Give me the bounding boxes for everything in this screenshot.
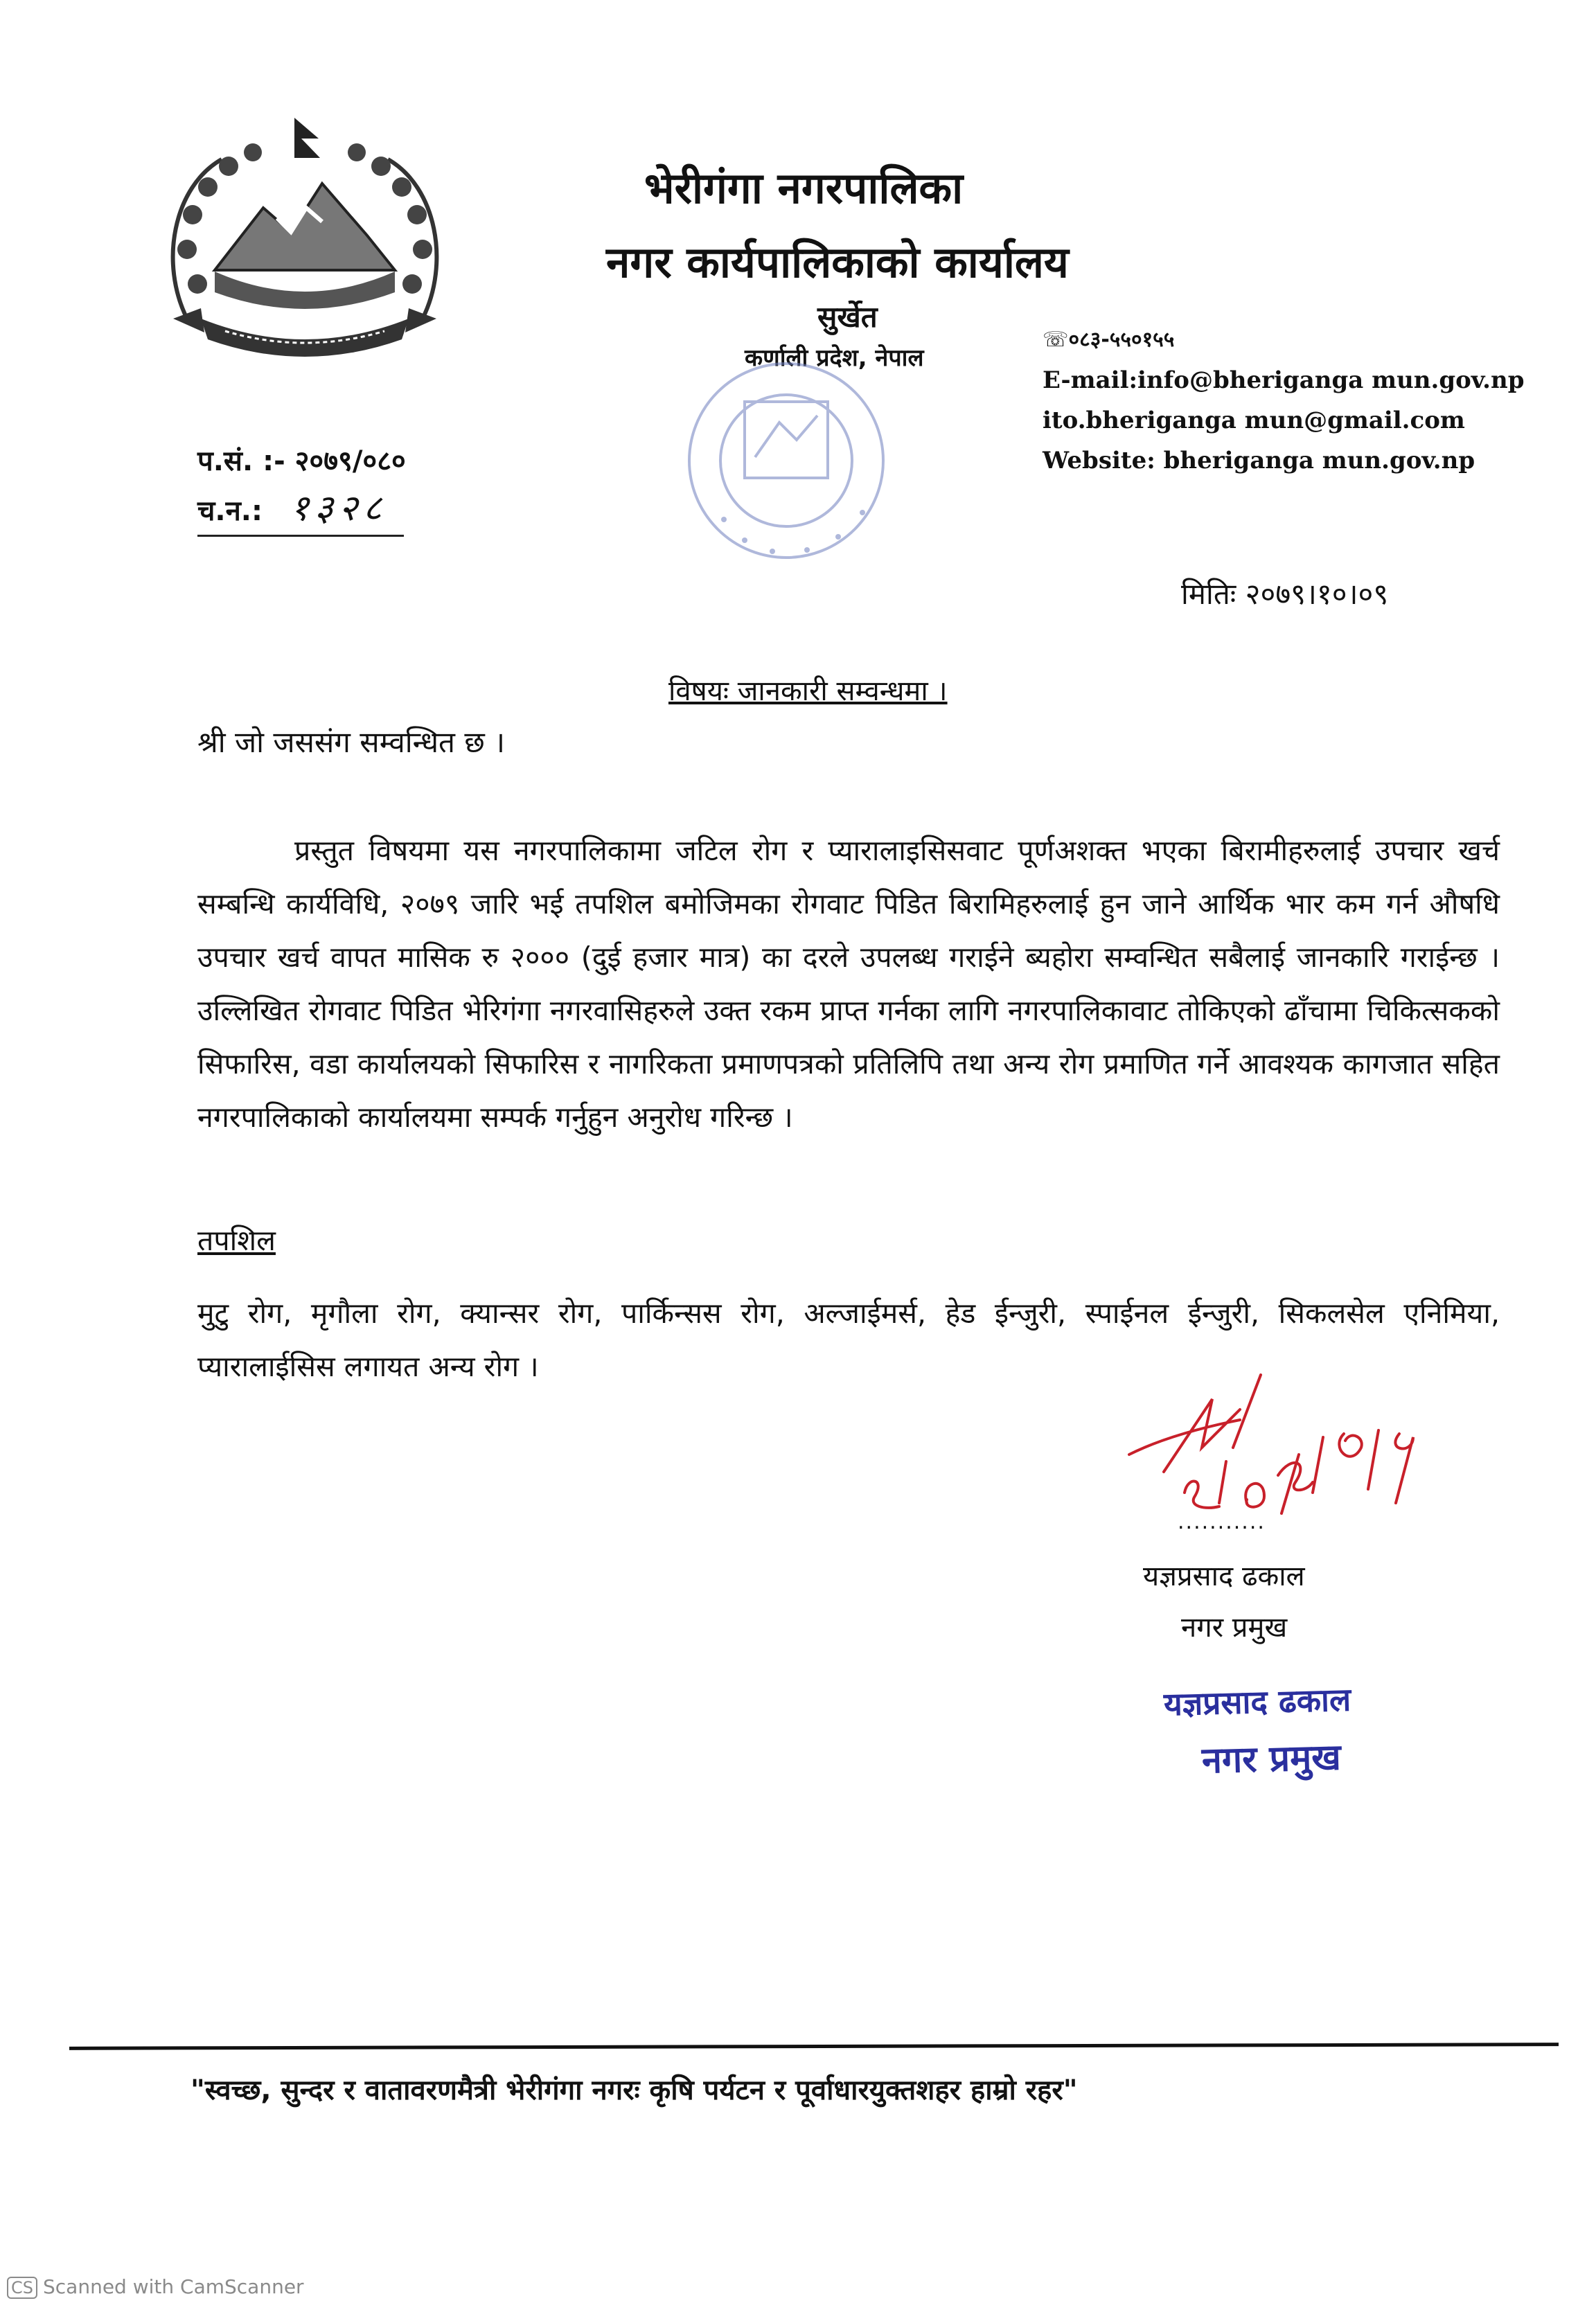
office-name: भेरीगंगा नगरपालिका: [644, 163, 964, 213]
signatory-name: यज्ञप्रसाद ढकाल: [1143, 1560, 1305, 1592]
letter-number-value: २०७९/०८०: [294, 445, 406, 477]
dispatch-number-row: [197, 485, 404, 537]
district-name: सुर्खेत: [817, 300, 878, 334]
letter-subject: विषयः जानकारी सम्वन्धमा ।: [668, 675, 948, 707]
letter-body: [197, 824, 1500, 1144]
schedule-heading: तपशिल: [197, 1224, 276, 1257]
office-address: कर्णाली प्रदेश, नेपाल: [745, 344, 924, 372]
footer-motto: "स्वच्छ, सुन्दर र वातावरणमैत्री भेरीगंगा नगरः कृषि पर्यटन र पूर्वाधारयुक्तशहर हाम्रो रहर": [190, 2074, 1078, 2106]
dispatch-number-label: च.न.:: [197, 495, 263, 527]
signature-line: ...........: [1178, 1510, 1266, 1534]
office-email-alt: ito.bheriganga mun@gmail.com: [1043, 407, 1465, 434]
letter-number-label: प.सं. :-: [197, 445, 285, 477]
body-paragraph: प्रस्तुत विषयमा यस नगरपालिकामा जटिल रोग र प्यारालाइसिसवाट पूर्णअशक्त भएका बिरामीहरुलाई उपचार खर्च सम्बन्धि कार्यविधि, २०७९ जारि भई तपशिल बमोजिमका रोगवाट पिडित बिरामिहरुलाई हुन जाने आर्थिक भार कम गर्न औषधि उपचार खर्च वापत मासिक रु २००० (दुई हजार मात्र) का दरले उपलब्ध गराईने ब्यहोरा सम्वन्धित सबैलाई जानकारि गराईन्छ ।उल्लिखित रोगवाट पिडित भेरिगंगा नगरवासिहरुले उक्त रकम प्राप्त गर्नका लागि नगरपालिकावाट तोकिएको ढाँचामा चिकित्सकको सिफारिस, वडा कार्यालयको सिफारिस र नागरिकता प्रमाणपत्रको प्रतिलिपि तथा अन्य रोग प्रमाणित गर्ने आवश्यक कागजात सहित नगरपालिकाको कार्यालयमा सम्पर्क गर्नुहुन अनुरोध गरिन्छ ।: [197, 834, 1500, 1134]
scanner-text: Scanned with CamScanner: [43, 2275, 304, 2298]
office-phone: ☏०८३-५५०१५५: [1043, 328, 1175, 352]
scanner-watermark: [7, 2275, 304, 2299]
nepal-emblem-logo: [159, 111, 450, 374]
contact-block: [1043, 320, 1524, 481]
letter-number-row: [197, 438, 406, 485]
signatory-title: नगर प्रमुख: [1181, 1612, 1288, 1644]
office-email: E-mail:info@bheriganga mun.gov.np: [1043, 366, 1525, 394]
stamp-signatory-name: यज्ञप्रसाद ढकाल: [1163, 1680, 1351, 1723]
dispatch-number-value: १३२८: [290, 488, 388, 529]
letter-date: मितिः २०७९।१०।०९: [1181, 577, 1389, 611]
camscanner-logo-icon: CS: [7, 2277, 37, 2299]
letter-salutation: श्री जो जससंग सम्वन्धित छ ।: [197, 725, 506, 759]
footer-divider: [69, 2043, 1559, 2050]
office-subtitle: नगर कार्यपालिकाको कार्यालय: [606, 237, 1069, 287]
reference-numbers: [197, 438, 406, 537]
stamp-signatory-title: नगर प्रमुख: [1201, 1736, 1342, 1782]
office-website: Website: bheriganga mun.gov.np: [1043, 447, 1475, 474]
disease-list: मुटु रोग, मृगौला रोग, क्यान्सर रोग, पार्किन्सस रोग, अल्जाईमर्स, हेड ईन्जुरी, स्पाईनल ईन्जुरी, सिकलसेल एनिमिया, प्यारालाईसिस लगायत अन्य रोग ।: [197, 1297, 1500, 1383]
office-seal-stamp: [668, 346, 904, 568]
